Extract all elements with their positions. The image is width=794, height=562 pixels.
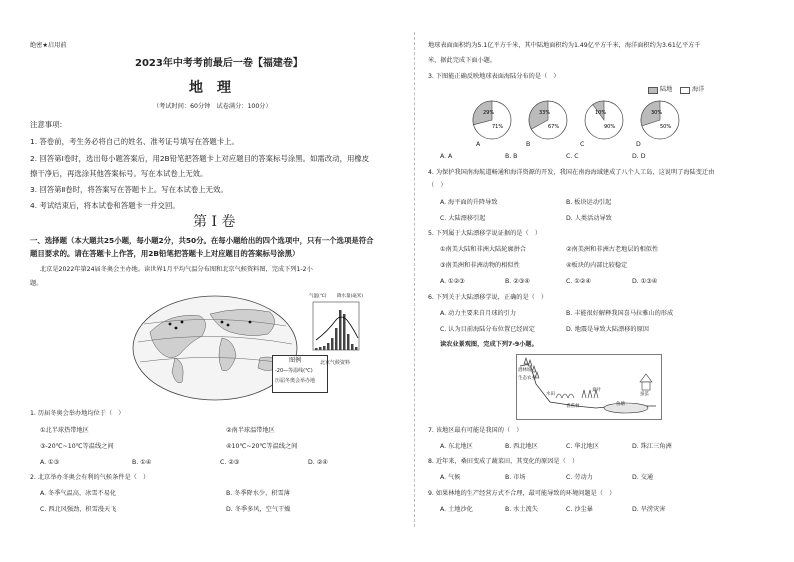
q8-answer-a[interactable]: A. 气候 — [440, 474, 461, 481]
pie-C-land-text: 10% — [595, 110, 607, 116]
label-forest-slope: 潜林坡 — [518, 368, 532, 373]
pie-C-ocean-text: 90% — [604, 124, 616, 130]
part1-title: 第 Ⅰ 卷 — [193, 214, 236, 230]
label-cocoon: 蚕茧 — [640, 392, 649, 397]
q2-answer-b[interactable]: B. 冬季降水少，积雪薄 — [226, 490, 290, 497]
climate-caption: 北京气候资料 — [320, 360, 351, 366]
q1-option-2: ②南半球温带地区 — [226, 427, 275, 434]
legend-land-label: 陆地 — [660, 86, 673, 93]
q1-answer-b[interactable]: B. ①④ — [132, 459, 152, 466]
q6-answer-d[interactable]: D. 地震是导致大陆漂移的原因 — [566, 326, 649, 333]
confidential-mark: 绝密★启用前 — [30, 42, 67, 49]
legend-land-swatch — [648, 87, 658, 94]
legend-isotherm: -20—等温线(℃) — [275, 368, 313, 374]
q3-stem: 3. 下图能正确反映地球表面海陆分布的是（ ） — [428, 73, 560, 80]
pie-c-label: C — [580, 141, 585, 148]
q9-answer-c[interactable]: C. 沙尘暴 — [566, 506, 593, 513]
legend-title: 图例 — [289, 357, 302, 364]
q5-answer-c[interactable]: C. ①②④ — [566, 278, 591, 285]
q9-answer-d[interactable]: D. 旱涝灾害 — [632, 506, 666, 513]
pie-B-land-text: 33% — [539, 110, 551, 116]
label-banana: 香蕉林 — [566, 404, 580, 409]
section-instructions: 一、选择题（本大题共25小题，每小题2分，共50分。在每小题给出的四个选项中，只有一个选项是符合 — [30, 236, 374, 245]
q1-answer-c[interactable]: C. ②③ — [220, 459, 240, 466]
q5-option-2: ②南美洲和非洲古老地层的相似性 — [566, 246, 659, 253]
q5-answer-b[interactable]: B. ②③④ — [505, 278, 530, 285]
q7-answer-b[interactable]: B. 西北地区 — [505, 443, 538, 450]
q6-answer-c[interactable]: C. 认为目前海陆分布位置已经固定 — [440, 326, 535, 333]
q5-answer-a[interactable]: A. ①②③ — [440, 278, 465, 285]
q7-9-intro: 读农业景观图，完成下列7-9小题。 — [440, 341, 538, 348]
q5-option-1: ①南美大陆和非洲大陆轮廓拼合 — [440, 246, 526, 253]
legend-ocean-swatch — [680, 87, 690, 94]
q2-answer-d[interactable]: D. 冬季多风，空气干燥 — [226, 506, 291, 513]
agricultural-landscape-figure — [516, 354, 662, 420]
q1-stem: 1. 历届冬奥会举办地均位于（ ） — [30, 410, 125, 417]
legend-host-city: 历届冬奥会举办地 — [275, 378, 316, 384]
q7-answer-a[interactable]: A. 东北地区 — [440, 443, 473, 450]
pie-b-label: B — [526, 141, 531, 148]
q1-option-4: ④10℃~20℃等温线之间 — [226, 443, 298, 450]
note-3: 3. 回答第Ⅱ卷时，将答案写在答题卡上。写在本试卷上无效。 — [30, 185, 228, 194]
q5-option-3: ③南美洲和非洲动物的相似性 — [440, 262, 520, 269]
q9-answer-b[interactable]: B. 水土流失 — [505, 506, 538, 513]
label-mulberry: 桑叶 — [592, 388, 601, 393]
passage-line-2: 米，据此完成下面小题。 — [428, 57, 497, 64]
pie-D-land-text: 30% — [651, 110, 663, 116]
section-instructions-cont: 题目要求的。请在答题卡上作答，用2B铅笔把答题卡上对应题目的答案标号涂黑） — [30, 249, 300, 258]
q2-answer-c[interactable]: C. 西北风强劲，积雪漫天飞 — [40, 506, 117, 513]
pie-A-ocean-text: 71% — [492, 124, 504, 130]
note-1: 1. 答卷前，考生务必将自己的姓名、准考证号填写在答题卡上。 — [30, 137, 239, 146]
beijing-climate-chart — [305, 296, 367, 358]
column-divider — [414, 32, 416, 527]
climate-left-label: 气温(℃) — [309, 294, 327, 299]
q5-stem: 5. 下列属于大陆漂移学说证据的是（ ） — [428, 230, 542, 237]
q1-answer-d[interactable]: D. ②④ — [308, 459, 328, 466]
note-2-cont: 擦干净后，再选涂其他答案标号。写在本试卷上无效。 — [30, 169, 208, 178]
q1-2-intro-cont: 题。 — [30, 280, 43, 287]
pie-d-label: D — [636, 141, 641, 148]
label-eco-agri: 生态农业 — [518, 376, 536, 381]
q1-2-intro: 北京是2022年第24届冬奥会主办地。读世界1月平均气温分布图和北京气候资料图，完成下列1-2小 — [40, 266, 313, 273]
subject-title: 地 理 — [189, 80, 231, 96]
q7-stem: 7. 该地区最有可能是我国的（ ） — [428, 427, 523, 434]
q1-answer-a[interactable]: A. ①③ — [40, 459, 60, 466]
q3-pie-charts — [470, 96, 710, 150]
pie-B-ocean-text: 67% — [548, 124, 560, 130]
climate-right-label: 降水量(毫米) — [337, 294, 364, 299]
q8-answer-c[interactable]: C. 劳动力 — [566, 474, 593, 481]
q4-stem-cont: （ ） — [428, 182, 447, 189]
passage-line-1: 地球表面面积约为5.1亿平方千米，其中陆地面积约为1.49亿平方千米，海洋面积约为3.61亿平方千 — [428, 42, 701, 49]
q1-option-1: ①北半球热带地区 — [40, 427, 89, 434]
pie-a-label: A — [476, 141, 481, 148]
note-4: 4. 考试结束后，将本试卷和答题卡一并交回。 — [30, 201, 180, 210]
pie-D-ocean-text: 50% — [660, 124, 672, 130]
label-paddy: 水田 — [546, 392, 555, 397]
q7-answer-d[interactable]: D. 珠江三角洲 — [632, 443, 672, 450]
q4-stem: 4. 为保护我国南海航道畅通和海洋资源的开发，我国在南海海域建成了八个人工岛，这说明了海陆变迁由 — [428, 169, 715, 176]
pie-A-land-text: 29% — [483, 110, 495, 116]
q2-answer-a[interactable]: A. 冬季气温高，冰雪不易化 — [40, 490, 117, 497]
q4-answer-b[interactable]: B. 板块运动引起 — [566, 199, 612, 206]
label-fishpond: 鱼塘 — [616, 402, 625, 407]
q3-answer-b[interactable]: B. B — [505, 153, 518, 160]
q5-option-4: ④板块的内部比较稳定 — [566, 262, 628, 269]
notes-heading: 注意事项: — [30, 120, 63, 129]
q8-answer-b[interactable]: B. 市场 — [505, 474, 526, 481]
q6-answer-b[interactable]: B. 丰能很好解释我国喜马拉雅山的形成 — [566, 310, 674, 317]
q7-answer-c[interactable]: C. 华北地区 — [566, 443, 600, 450]
q3-answer-d[interactable]: D. D — [632, 153, 646, 160]
exam-info: （考试时间：60分钟 试卷满分：100分） — [153, 103, 272, 110]
q3-answer-a[interactable]: A. A — [440, 153, 453, 160]
q4-answer-d[interactable]: D. 人类活动导致 — [566, 215, 612, 222]
q8-stem: 8. 近年来，桑田变成了蔬菜田，其变化的原因是（ ） — [428, 458, 579, 465]
note-2: 2. 回答第Ⅰ卷时，选出每小题答案后，用2B铅笔把答题卡上对应题目的答案标号涂黑。如需改动，用橡皮 — [30, 154, 370, 163]
q9-stem: 9. 如果林地的生产经营方式不合理，最可能导致的环境问题是（ ） — [428, 490, 616, 497]
q6-answer-a[interactable]: A. 动力主要来自月球的引力 — [440, 310, 517, 317]
q5-answer-d[interactable]: D. ①③④ — [632, 278, 658, 285]
q9-answer-a[interactable]: A. 土地沙化 — [440, 506, 473, 513]
q6-stem: 6. 下列关于大陆漂移学说，正确的是（ ） — [428, 294, 548, 301]
q1-option-3: ③-20℃~10℃等温线之间 — [40, 443, 114, 450]
legend-ocean-label: 海洋 — [692, 86, 705, 93]
q4-answer-c[interactable]: C. 大陆漂移引起 — [440, 215, 486, 222]
q8-answer-d[interactable]: D. 交通 — [632, 474, 654, 481]
q4-answer-a[interactable]: A. 海平面的升降导致 — [440, 199, 498, 206]
paper-title: 2023年中考考前最后一卷【福建卷】 — [135, 58, 303, 69]
q3-answer-c[interactable]: C. C — [566, 153, 579, 160]
q2-stem: 2. 北京举办冬奥会有利的气候条件是（ ） — [30, 474, 150, 481]
